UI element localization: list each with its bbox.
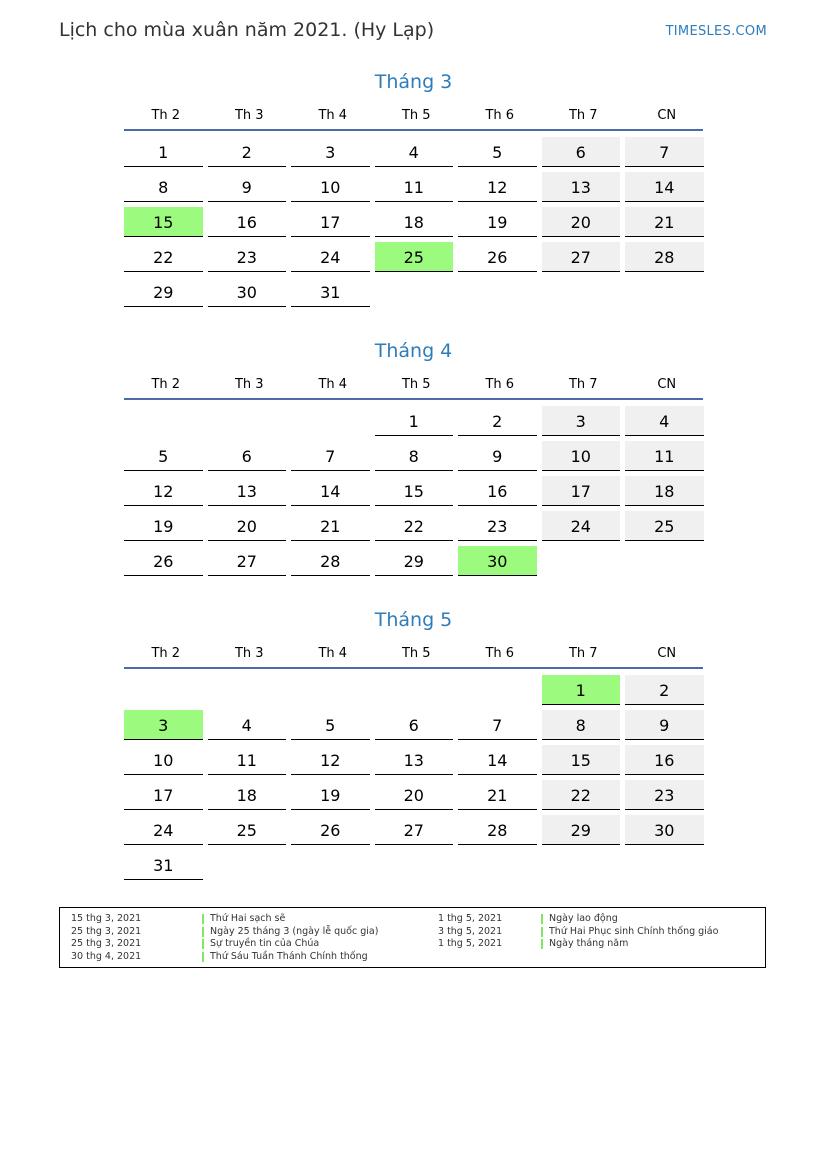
weekday-label: Th 5	[401, 108, 431, 123]
day-cell: 21	[458, 780, 537, 810]
day-cell: 13	[542, 172, 621, 202]
day-cell: 5	[458, 137, 537, 167]
weekday-label: Th 4	[318, 108, 348, 123]
day-cell: 10	[542, 441, 621, 471]
day-cell: 23	[208, 242, 287, 272]
day-cell: 24	[291, 242, 370, 272]
day-cell: 2	[458, 406, 537, 436]
day-cell: 5	[291, 710, 370, 740]
weekday-label: Th 2	[151, 646, 181, 661]
weekday-label: Th 4	[318, 377, 348, 392]
weekday-label: Th 5	[401, 646, 431, 661]
empty-cell	[208, 675, 287, 705]
legend-date: 25 thg 3, 2021	[71, 925, 142, 937]
legend-holiday-name: Thứ Hai Phục sinh Chính thống giáo	[549, 925, 719, 937]
empty-cell	[208, 406, 287, 436]
day-cell: 17	[542, 476, 621, 506]
weekday-label: Th 5	[401, 377, 431, 392]
day-cell: 27	[375, 815, 454, 845]
day-cell: 26	[291, 815, 370, 845]
day-cell: 7	[458, 710, 537, 740]
day-cell: 18	[208, 780, 287, 810]
day-cell: 11	[375, 172, 454, 202]
month-march	[124, 67, 703, 307]
day-cell: 22	[124, 242, 203, 272]
weekday-label: Th 6	[485, 377, 515, 392]
legend-marker	[202, 927, 204, 937]
legend-date: 3 thg 5, 2021	[438, 925, 503, 937]
weekday-label: CN	[657, 646, 677, 661]
holiday-day-cell: 15	[124, 207, 203, 237]
day-cell: 3	[542, 406, 621, 436]
day-cell: 30	[208, 277, 287, 307]
holiday-legend	[59, 907, 766, 968]
day-cell: 12	[124, 476, 203, 506]
holiday-day-cell: 25	[375, 242, 454, 272]
day-cell: 27	[208, 546, 287, 576]
day-cell: 23	[458, 511, 537, 541]
weekday-label: Th 2	[151, 377, 181, 392]
day-cell: 6	[375, 710, 454, 740]
day-cell: 28	[291, 546, 370, 576]
weekday-label: Th 7	[568, 377, 598, 392]
day-cell: 13	[208, 476, 287, 506]
day-cell: 10	[291, 172, 370, 202]
day-cell: 6	[208, 441, 287, 471]
day-cell: 18	[375, 207, 454, 237]
day-cell: 12	[458, 172, 537, 202]
day-cell: 8	[542, 710, 621, 740]
day-cell: 31	[291, 277, 370, 307]
weekday-label: CN	[657, 108, 677, 123]
day-cell: 7	[625, 137, 704, 167]
day-cell: 4	[625, 406, 704, 436]
day-cell: 22	[542, 780, 621, 810]
empty-cell	[291, 406, 370, 436]
weekday-label: Th 3	[234, 377, 264, 392]
brand-link[interactable]: TIMESLES.COM	[665, 24, 767, 39]
day-cell: 31	[124, 850, 203, 880]
day-cell: 5	[124, 441, 203, 471]
day-cell: 24	[124, 815, 203, 845]
day-cell: 26	[458, 242, 537, 272]
day-cell: 9	[458, 441, 537, 471]
day-cell: 23	[625, 780, 704, 810]
day-cell: 20	[375, 780, 454, 810]
weekday-header	[124, 641, 703, 669]
day-cell: 30	[625, 815, 704, 845]
day-cell: 9	[208, 172, 287, 202]
weekday-label: Th 4	[318, 646, 348, 661]
weekday-label: Th 7	[568, 646, 598, 661]
weekday-header	[124, 372, 703, 400]
holiday-day-cell: 1	[542, 675, 621, 705]
day-cell: 10	[124, 745, 203, 775]
day-cell: 16	[208, 207, 287, 237]
legend-date: 15 thg 3, 2021	[71, 913, 142, 924]
day-cell: 28	[625, 242, 704, 272]
day-cell: 29	[542, 815, 621, 845]
day-cell: 8	[375, 441, 454, 471]
day-cell: 25	[208, 815, 287, 845]
day-cell: 3	[291, 137, 370, 167]
empty-cell	[375, 675, 454, 705]
page-title: Lịch cho mùa xuân năm 2021. (Hy Lạp)	[59, 19, 435, 41]
legend-marker	[202, 939, 204, 949]
day-cell: 12	[291, 745, 370, 775]
month-april	[124, 336, 703, 576]
day-cell: 29	[124, 277, 203, 307]
day-cell: 1	[375, 406, 454, 436]
day-cell: 16	[625, 745, 704, 775]
day-cell: 19	[291, 780, 370, 810]
legend-date: 1 thg 5, 2021	[438, 913, 503, 924]
day-cell: 19	[458, 207, 537, 237]
day-cell: 20	[208, 511, 287, 541]
legend-marker	[541, 927, 543, 937]
weekday-label: Th 6	[485, 108, 515, 123]
day-cell: 17	[124, 780, 203, 810]
legend-marker	[202, 952, 204, 962]
day-cell: 2	[208, 137, 287, 167]
empty-cell	[124, 406, 203, 436]
day-cell: 15	[375, 476, 454, 506]
weekday-label: Th 3	[234, 646, 264, 661]
month-may	[124, 605, 703, 880]
day-cell: 15	[542, 745, 621, 775]
day-cell: 24	[542, 511, 621, 541]
holiday-day-cell: 3	[124, 710, 203, 740]
day-cell: 11	[625, 441, 704, 471]
day-cell: 4	[208, 710, 287, 740]
holiday-day-cell: 30	[458, 546, 537, 576]
day-cell: 7	[291, 441, 370, 471]
day-cell: 27	[542, 242, 621, 272]
day-cell: 4	[375, 137, 454, 167]
month-title: Tháng 3	[374, 71, 453, 93]
day-grid	[124, 406, 703, 576]
weekday-label: Th 7	[568, 108, 598, 123]
day-cell: 17	[291, 207, 370, 237]
day-cell: 14	[291, 476, 370, 506]
weekday-label: Th 3	[234, 108, 264, 123]
day-cell: 19	[124, 511, 203, 541]
empty-cell	[458, 675, 537, 705]
legend-marker	[541, 939, 543, 949]
legend-marker	[202, 914, 204, 924]
day-cell: 16	[458, 476, 537, 506]
empty-cell	[124, 675, 203, 705]
legend-holiday-name: Sự truyền tin của Chúa	[210, 938, 320, 950]
day-cell: 9	[625, 710, 704, 740]
day-cell: 8	[124, 172, 203, 202]
legend-holiday-name: Ngày 25 tháng 3 (ngày lễ quốc gia)	[210, 925, 379, 937]
day-cell: 18	[625, 476, 704, 506]
day-cell: 22	[375, 511, 454, 541]
legend-date: 25 thg 3, 2021	[71, 938, 142, 950]
day-cell: 2	[625, 675, 704, 705]
legend-holiday-name: Thứ Hai sạch sẽ	[210, 913, 286, 924]
empty-cell	[291, 675, 370, 705]
day-cell: 25	[625, 511, 704, 541]
day-cell: 11	[208, 745, 287, 775]
weekday-header	[124, 103, 703, 131]
month-title: Tháng 5	[374, 609, 453, 631]
day-grid	[124, 675, 703, 880]
day-cell: 6	[542, 137, 621, 167]
day-cell: 13	[375, 745, 454, 775]
legend-holiday-name: Ngày tháng năm	[549, 938, 629, 950]
day-cell: 14	[625, 172, 704, 202]
legend-holiday-name: Thứ Sáu Tuần Thánh Chính thống	[210, 950, 368, 962]
day-cell: 14	[458, 745, 537, 775]
weekday-label: Th 6	[485, 646, 515, 661]
day-cell: 28	[458, 815, 537, 845]
day-cell: 20	[542, 207, 621, 237]
legend-date: 30 thg 4, 2021	[71, 950, 142, 962]
day-cell: 21	[291, 511, 370, 541]
day-grid	[124, 137, 703, 307]
weekday-label: Th 2	[151, 108, 181, 123]
day-cell: 21	[625, 207, 704, 237]
month-title: Tháng 4	[374, 340, 453, 362]
day-cell: 29	[375, 546, 454, 576]
weekday-label: CN	[657, 377, 677, 392]
legend-holiday-name: Ngày lao động	[549, 913, 618, 924]
day-cell: 1	[124, 137, 203, 167]
legend-date: 1 thg 5, 2021	[438, 938, 503, 950]
legend-marker	[541, 914, 543, 924]
day-cell: 26	[124, 546, 203, 576]
